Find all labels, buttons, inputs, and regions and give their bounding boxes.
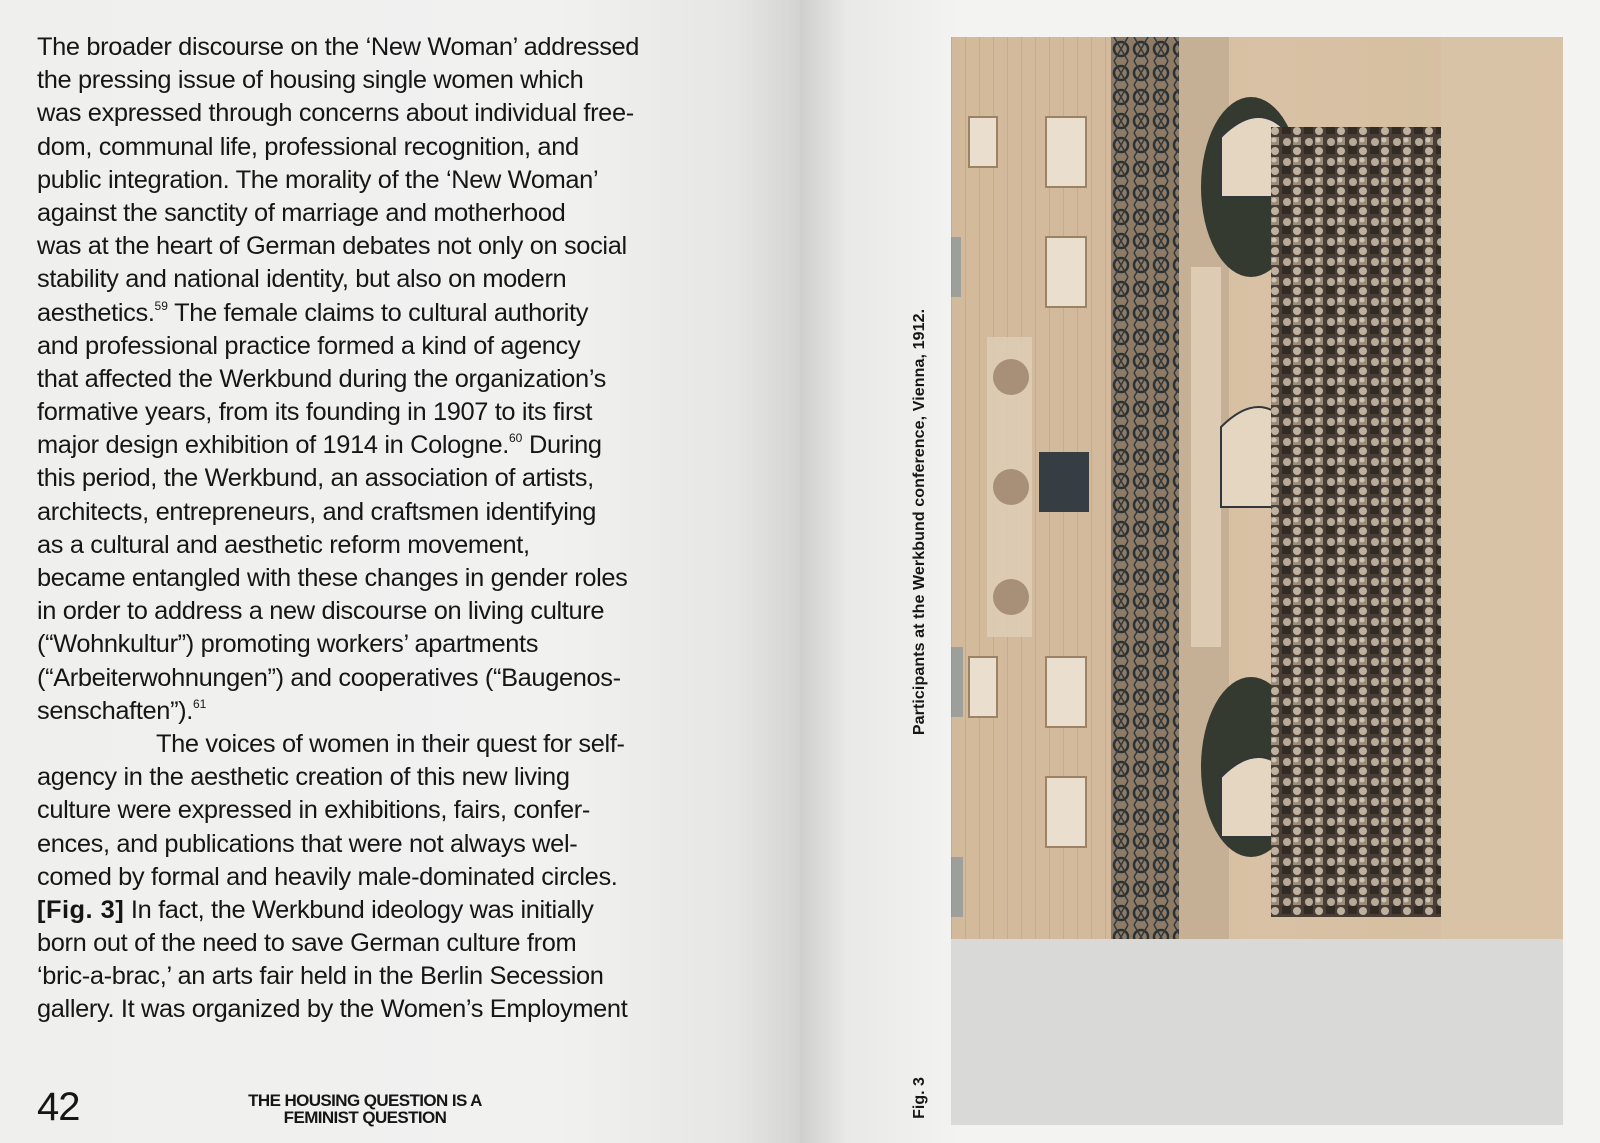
text-line: formative years, from its founding in 1907 to its first bbox=[37, 398, 593, 427]
text-line: this period, the Werkbund, an association of artists, bbox=[37, 464, 594, 493]
text-line: ‘bric-a-brac,’ an arts fair held in the Berlin Secession bbox=[37, 962, 604, 991]
text-line: (“Wohnkultur”) promoting workers’ apartments bbox=[37, 630, 539, 659]
text-line: aesthetics.$^{59}$ The female claims to cultural authority bbox=[37, 298, 589, 327]
text-line: culture were expressed in exhibitions, fairs, confer- bbox=[37, 796, 591, 825]
text-line: ences, and publications that were not always wel- bbox=[37, 829, 578, 858]
text-line: gallery. It was organized by the Women’s Employment bbox=[37, 995, 628, 1024]
text-line: senschaften”).$^{61}$ bbox=[37, 696, 207, 725]
text-line: architects, entrepreneurs, and craftsmen identifying bbox=[37, 497, 597, 526]
text-line: in order to address a new discourse on living culture bbox=[37, 597, 605, 626]
text-line: became entangled with these changes in gender roles bbox=[37, 564, 628, 592]
text-line: agency in the aesthetic creation of this new living bbox=[37, 763, 570, 792]
archival-group-photo bbox=[951, 37, 1563, 939]
text-line: The voices of women in their quest for self- bbox=[156, 729, 625, 758]
running-head-line: THE HOUSING QUESTION IS A bbox=[248, 1091, 482, 1110]
text-line: the pressing issue of housing single women which bbox=[37, 66, 584, 95]
text-line: comed by formal and heavily male-dominated circles. bbox=[37, 862, 618, 891]
body-text bbox=[37, 31, 717, 1027]
text-line: major design exhibition of 1914 in Cologne.$^{60}$ During bbox=[37, 431, 602, 460]
text-line: as a cultural and aesthetic reform movement, bbox=[37, 530, 530, 559]
text-line: born out of the need to save German culture from bbox=[37, 929, 577, 958]
text-line: public integration. The morality of the ‘New Woman’ bbox=[37, 165, 599, 194]
footnote-ref-61[interactable]: 61 bbox=[193, 696, 207, 711]
footnote-ref-59[interactable]: 59 bbox=[154, 298, 168, 313]
figure-reference[interactable]: [Fig. 3] bbox=[37, 895, 125, 924]
text-line: was at the heart of German debates not only on social bbox=[37, 232, 627, 261]
footnote-ref-60[interactable]: 60 bbox=[508, 431, 523, 446]
text-line: that affected the Werkbund during the organization’s bbox=[37, 364, 607, 393]
running-head-line: FEMINIST QUESTION bbox=[283, 1108, 447, 1127]
text-line: [Fig. 3] In fact, the Werkbund ideology was initially bbox=[37, 895, 594, 924]
text-line: stability and national identity, but also on modern bbox=[37, 265, 567, 294]
text-line: (“Arbeiterwohnungen”) and cooperatives (“Baugenos- bbox=[37, 663, 621, 692]
figure-label: Fig. 3 bbox=[911, 1077, 928, 1119]
text-line: The broader discourse on the ‘New Woman’ addressed bbox=[37, 33, 640, 61]
text-line: dom, communal life, professional recognition, and bbox=[37, 132, 579, 161]
text-line: against the sanctity of marriage and motherhood bbox=[37, 198, 566, 227]
text-line: and professional practice formed a kind of agency bbox=[37, 331, 581, 360]
running-head bbox=[200, 1092, 530, 1126]
text-line: was expressed through concerns about individual free- bbox=[37, 99, 634, 128]
figure-caption: Participants at the Werkbund conference, Vienna, 1912. bbox=[911, 308, 928, 736]
page-number: 42 bbox=[37, 1085, 80, 1129]
